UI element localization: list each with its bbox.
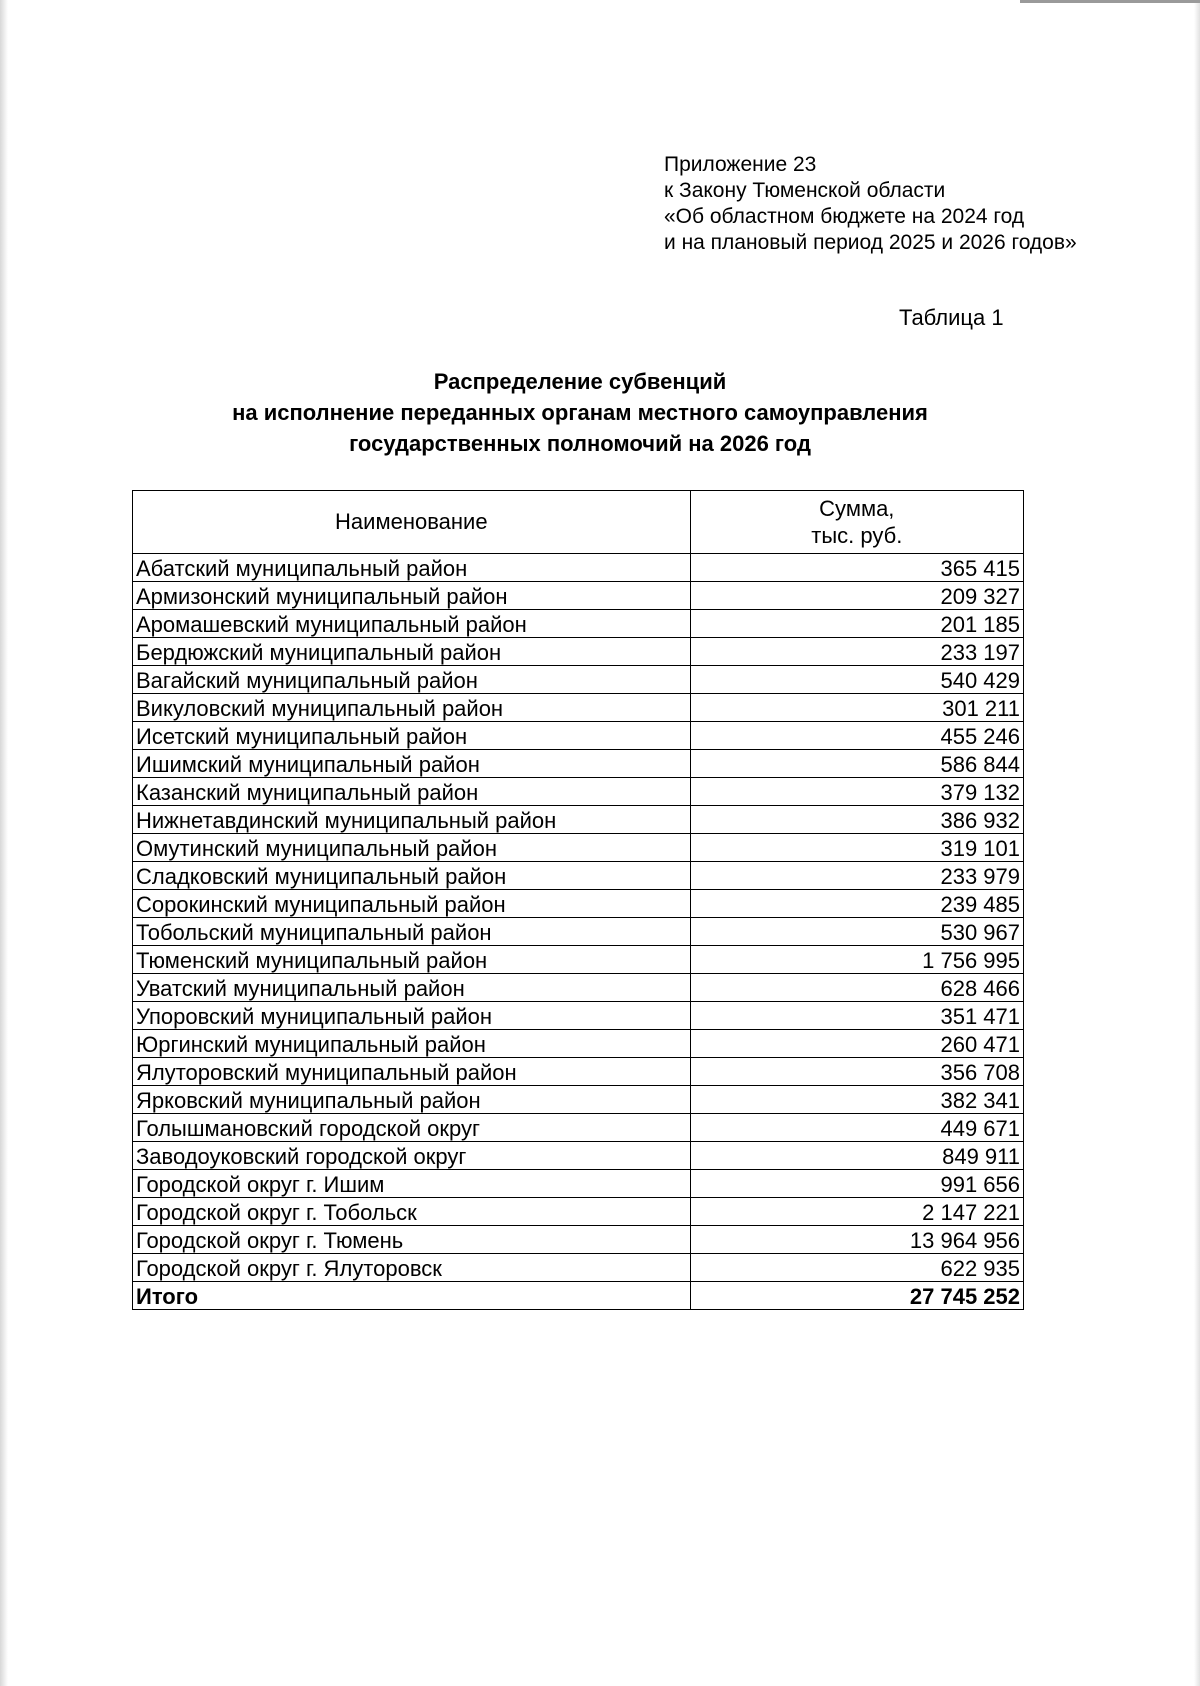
table-row: [133, 862, 1024, 890]
appendix-line-3: «Об областном бюджете на 2024 год: [664, 205, 1025, 228]
scan-left-edge: [0, 0, 8, 1686]
header-sum-line-2: тыс. руб.: [811, 523, 903, 548]
municipality-name: Ишимский муниципальный район: [133, 750, 691, 778]
table-header-row: [133, 491, 1024, 554]
table-row: [133, 1030, 1024, 1058]
table-row: [133, 1170, 1024, 1198]
table-row: [133, 778, 1024, 806]
table-row: [133, 1058, 1024, 1086]
municipality-name: Тобольский муниципальный район: [133, 918, 691, 946]
subvention-amount: 991 656: [690, 1170, 1023, 1198]
subvention-amount: 382 341: [690, 1086, 1023, 1114]
title-line-1: Распределение субвенций: [433, 369, 727, 394]
table-row: [133, 1114, 1024, 1142]
scan-right-edge: [1194, 0, 1200, 1686]
table-row: [133, 554, 1024, 582]
municipality-name: Тюменский муниципальный район: [133, 946, 691, 974]
subvention-amount: 239 485: [690, 890, 1023, 918]
total-amount: 27 745 252: [690, 1282, 1023, 1310]
table-row: [133, 1226, 1024, 1254]
subvention-amount: 379 132: [690, 778, 1023, 806]
municipality-name: Исетский муниципальный район: [133, 722, 691, 750]
subvention-amount: 386 932: [690, 806, 1023, 834]
municipality-name: Казанский муниципальный район: [133, 778, 691, 806]
table-row: [133, 610, 1024, 638]
header-sum-line-1: Сумма,: [819, 496, 895, 521]
appendix-line-1: Приложение 23: [664, 153, 817, 176]
appendix-line-2: к Закону Тюменской области: [664, 179, 946, 202]
subvention-amount: 233 197: [690, 638, 1023, 666]
subvention-amount: 260 471: [690, 1030, 1023, 1058]
subvention-amount: 530 967: [690, 918, 1023, 946]
appendix-reference: [664, 152, 1077, 256]
municipality-name: Голышмановский городской округ: [133, 1114, 691, 1142]
table-row: [133, 890, 1024, 918]
municipality-name: Городской округ г. Тюмень: [133, 1226, 691, 1254]
municipality-name: Абатский муниципальный район: [133, 554, 691, 582]
table-row: [133, 750, 1024, 778]
table-row: [133, 722, 1024, 750]
municipality-name: Юргинский муниципальный район: [133, 1030, 691, 1058]
total-row: [133, 1282, 1024, 1310]
subvention-amount: 356 708: [690, 1058, 1023, 1086]
subvention-amount: 2 147 221: [690, 1198, 1023, 1226]
table-row: [133, 1002, 1024, 1030]
municipality-name: Городской округ г. Ишим: [133, 1170, 691, 1198]
municipality-name: Упоровский муниципальный район: [133, 1002, 691, 1030]
table-row: [133, 582, 1024, 610]
municipality-name: Вагайский муниципальный район: [133, 666, 691, 694]
subvention-amount: 586 844: [690, 750, 1023, 778]
municipality-name: Ялуторовский муниципальный район: [133, 1058, 691, 1086]
subvention-amount: 351 471: [690, 1002, 1023, 1030]
document-title: [130, 366, 1030, 459]
table-row: [133, 918, 1024, 946]
subventions-table: [132, 490, 1024, 1310]
subvention-amount: 628 466: [690, 974, 1023, 1002]
table-row: [133, 974, 1024, 1002]
subvention-amount: 849 911: [690, 1142, 1023, 1170]
municipality-name: Аромашевский муниципальный район: [133, 610, 691, 638]
table-row: [133, 806, 1024, 834]
municipality-name: Уватский муниципальный район: [133, 974, 691, 1002]
municipality-name: Армизонский муниципальный район: [133, 582, 691, 610]
table-row: [133, 834, 1024, 862]
municipality-name: Викуловский муниципальный район: [133, 694, 691, 722]
subvention-amount: 1 756 995: [690, 946, 1023, 974]
table-row: [133, 1254, 1024, 1282]
table-body: [133, 554, 1024, 1282]
title-line-3: государственных полномочий на 2026 год: [349, 431, 811, 456]
header-name: Наименование: [133, 491, 691, 554]
scan-top-edge: [1020, 0, 1200, 3]
table-label: Таблица 1: [899, 305, 1004, 330]
title-line-2: на исполнение переданных органам местного самоуправления: [232, 400, 928, 425]
municipality-name: Сладковский муниципальный район: [133, 862, 691, 890]
subvention-amount: 209 327: [690, 582, 1023, 610]
subvention-amount: 365 415: [690, 554, 1023, 582]
municipality-name: Сорокинский муниципальный район: [133, 890, 691, 918]
total-label: Итого: [133, 1282, 691, 1310]
subvention-amount: 319 101: [690, 834, 1023, 862]
municipality-name: Бердюжский муниципальный район: [133, 638, 691, 666]
subvention-amount: 622 935: [690, 1254, 1023, 1282]
subvention-amount: 201 185: [690, 610, 1023, 638]
table-row: [133, 638, 1024, 666]
table-row: [133, 946, 1024, 974]
subvention-amount: 13 964 956: [690, 1226, 1023, 1254]
municipality-name: Ярковский муниципальный район: [133, 1086, 691, 1114]
municipality-name: Городской округ г. Ялуторовск: [133, 1254, 691, 1282]
municipality-name: Нижнетавдинский муниципальный район: [133, 806, 691, 834]
municipality-name: Городской округ г. Тобольск: [133, 1198, 691, 1226]
subvention-amount: 540 429: [690, 666, 1023, 694]
table-row: [133, 666, 1024, 694]
subvention-amount: 449 671: [690, 1114, 1023, 1142]
table-row: [133, 1086, 1024, 1114]
subvention-amount: 301 211: [690, 694, 1023, 722]
table-row: [133, 1198, 1024, 1226]
municipality-name: Омутинский муниципальный район: [133, 834, 691, 862]
header-sum: [690, 491, 1023, 554]
subvention-amount: 455 246: [690, 722, 1023, 750]
table-row: [133, 1142, 1024, 1170]
municipality-name: Заводоуковский городской округ: [133, 1142, 691, 1170]
table-row: [133, 694, 1024, 722]
subvention-amount: 233 979: [690, 862, 1023, 890]
appendix-line-4: и на плановый период 2025 и 2026 годов»: [664, 231, 1077, 254]
